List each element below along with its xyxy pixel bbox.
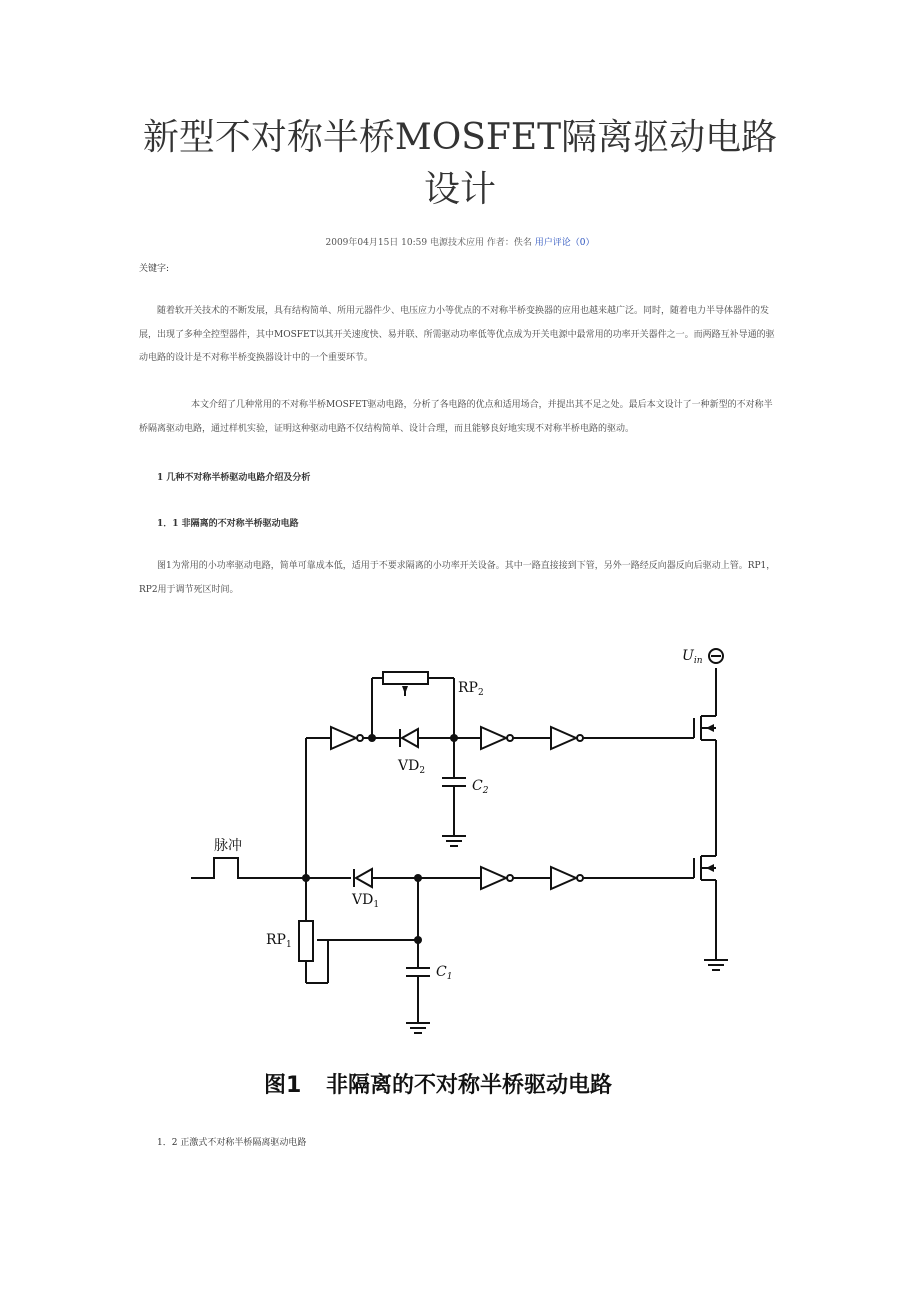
rp2-label: $RP_2$ [458, 680, 484, 698]
figure-caption: 非隔离的不对称半桥驱动电路 [326, 1073, 613, 1098]
title-line-2: 设计 [423, 169, 496, 210]
section-1-1-paragraph: 图1为常用的小功率驱动电路，简单可靠成本低，适用于不要求隔离的小功率开关设备。其中一路直接接到下管，另外一路经反向器反向后驱动上管。RP1，RP2用于调节死区时间。 [139, 561, 776, 595]
vd2-label: $VD_2$ [398, 758, 426, 776]
section-1-2-heading: 1．2 正激式不对称半桥隔离驱动电路 [157, 1138, 307, 1148]
pulse-label: 脉冲 [214, 838, 242, 854]
vd1-label: $VD_1$ [352, 892, 380, 910]
rp1-label: $RP_1$ [266, 932, 292, 950]
c2-label: $C_2$ [472, 778, 489, 796]
c1-label: $C_1$ [436, 964, 453, 982]
title-line-1: 新型不对称半桥MOSFET隔离驱动电路 [142, 117, 778, 158]
uin-label: $U_{in}$ [682, 648, 703, 666]
section-1-heading: 1 几种不对称半桥驱动电路介绍及分析 [157, 473, 311, 483]
rp1-potentiometer [299, 921, 313, 961]
vd2-diode [402, 729, 418, 747]
inverter-upper-2 [481, 727, 506, 749]
circuit-diagram [186, 638, 756, 1108]
ground-c2 [442, 836, 466, 846]
ground-mosfet [704, 960, 728, 970]
comments-link[interactable]: 用户评论（0） [534, 238, 595, 248]
inverter-upper-3 [551, 727, 576, 749]
vd1-diode [356, 869, 372, 887]
figure-number: 图1 [264, 1073, 302, 1098]
inverter-lower-1 [481, 867, 506, 889]
publish-datetime: 2009年04月15日 10:59 [325, 238, 428, 248]
pulse-waveform [191, 858, 306, 878]
keywords-label: 关键字: [139, 264, 170, 274]
rp2-potentiometer [383, 672, 428, 684]
article-title [100, 112, 820, 216]
section-1-1-heading: 1．1 非隔离的不对称半桥驱动电路 [157, 519, 299, 529]
intro-paragraph: 随着软开关技术的不断发展，具有结构简单、所用元器件少、电压应力小等优点的不对称半桥变换器的应用也越来越广泛。同时，随着电力半导体器件的发展，出现了多种全控型器件，其中MOSFET以其开关速度快、易并联、所需驱动功率低等优点成为开关电源中最常用的功率开关器件之一。而两路互补导通的驱动电路的设计是不对称半桥变换器设计中的一个重要环节。 [139, 306, 775, 363]
author: 作者：佚名 [486, 238, 532, 248]
article-meta [0, 235, 920, 248]
category: 电源技术应用 [429, 238, 484, 248]
ground-c1 [406, 1023, 430, 1033]
summary-paragraph: 本文介绍了几种常用的不对称半桥MOSFET驱动电路，分析了各电路的优点和适用场合，并提出其不足之处。最后本文设计了一种新型的不对称半桥隔离驱动电路，通过样机实验，证明这种驱动电路不仅结构简单、设计合理，而且能够良好地实现不对称半桥电路的驱动。 [139, 400, 773, 434]
inverter-upper-1 [331, 727, 356, 749]
inverter-lower-2 [551, 867, 576, 889]
